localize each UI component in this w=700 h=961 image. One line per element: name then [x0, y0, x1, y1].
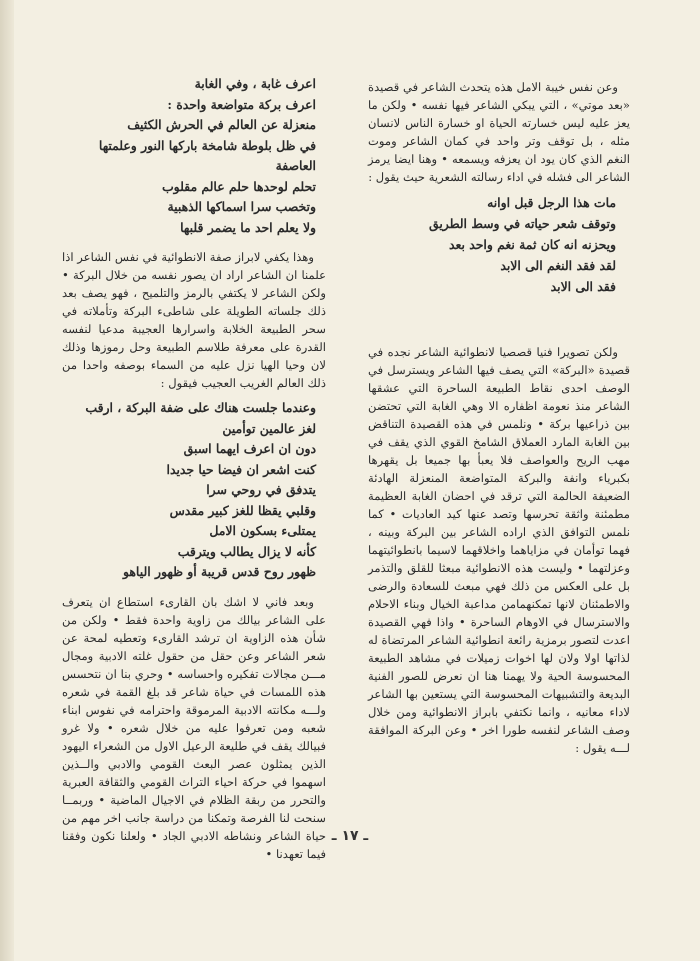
verse-line: اعرف غابة ، وفي الغابة	[194, 76, 316, 91]
verse-line: لغز عالمين توأمين	[222, 420, 316, 436]
verse-line: ولا يعلم احد ما يضمر قلبها	[180, 219, 316, 235]
left-column	[62, 74, 326, 869]
verse-line: يمتلىء بسكون الامل	[209, 523, 316, 538]
verse-line: وعندما جلست هناك على ضفة البركة ، ارقب	[85, 400, 316, 415]
verse-line: لقد فقد النغم الى الابد	[500, 258, 616, 273]
page-binding-edge	[0, 0, 14, 961]
verse-line: يتدفق في روحي سرا	[206, 482, 316, 497]
paragraph-pond: ولكن تصويرا فنيا قصصيا لانطوائية الشاعر نجده في قصيدة «البركة» التي يصف فيها الشاعر ويسترسل في الوصف احدى نقاط الطبيعة الساحرة التي عشقها الشاعر منذ نعومة اظفاره الا وهي الغابة التي تحتضن بين ذراعيها بركة • ونلمس في هذه القصيدة التناقض بين الغابة المارد العملاق الشامخ القوي الذي يقف في مهب الريح والعواصف فلا يعبأ بها جميعا بل يقهرها بكبرياء وانفة والبركة المتواضعة المنعزلة الهادئة الضعيفة الحالمة التي ترقد في احضان الغابة العظيمة مطمئنة واثقة تحرسها وتصد عنها كيد العاديات • كما نلمس التوافق الذي اراده الشاعر بين البركة وبينه ، فهما توأمان في مزاياهما واخلاقهما لاسيما بانطوائيتهما وعزلتهما • وليست هذه الانطوائية مبعثا للقلق والتذمر بل على العكس من ذلك فهي مبعث للسعادة والرضى والاطمئنان لانها تمكنهمامن مداعبة الخيال وبناء الاحلام والاسترسال في الاوهام الساحرة • واذا فهي القصيدة اعدت لتصور برمزية رائعة انطوائية الشاعر المرتضاة له لذاتها اولا ولان لها اخوات زميلات في مشاهد الطبيعة المحسوسة الحية ولا يهمنا هنا ان نعرض للصور الفنية البديعة والتشبيهات المحسوسة التي يستعين بها الشاعر لاداء معانيه ، وانما نكتفي بابراز الانطوائية ومن خلال وصف الشاعر لنفسه طورا اخر • وعن البركة الموافقة لـــه يقول :	[368, 345, 630, 755]
verse-line: وتوقف شعر حياته في وسط الطريق	[429, 216, 616, 231]
spacer	[368, 307, 630, 343]
verse-line: دون ان اعرف ايهما اسبق	[183, 441, 316, 456]
verse-line: كأنه لا يزال يطالب ويترقب	[177, 543, 316, 559]
verse-forest-pond	[62, 74, 326, 238]
verse-line: منعزلة عن العالم في الحرش الكثيف	[127, 117, 316, 132]
verse-line: مات هذا الرجل قبل اوانه	[487, 195, 616, 210]
verse-line: اعرف بركة متواضعة واحدة :	[167, 96, 316, 112]
paragraph-introversion: وهذا يكفي لابراز صفة الانطوائية في نفس الشاعر اذا علمنا ان الشاعر اراد ان يصور نفسه من خلال البركة • ولكن الشاعر لا يكتفي بالرمز والتلميح ، فهو يصف بعد ذلك جلساته الطويلة على شاطىء البركة وتأملاته في سحر الطبيعة الخلابة واسرارها العجيبة مدعيا لنفسه القدرة على معرفة طلاسم الطبيعة وحل رموزها وذلك لان وحيا الهيا نزل عليه من السماء بوصفه واحدا من ذلك العالم الغريب العجيب فيقول :	[62, 250, 326, 390]
right-column	[368, 78, 630, 763]
verse-pond-bank	[62, 398, 326, 583]
verse-line: وتخصب سرا اسماكها الذهبية	[167, 199, 316, 214]
paragraph-conclusion: وبعد فاني لا اشك بان القارىء استطاع ان يتعرف على الشاعر بيالك من زاوية واحدة فقط • ولكن من شأن هذه الزاوية ان ترشد القارىء وتعطيه لمحة عن شعر الشاعر وعن حقل من حقول غلته الادبية ومجال مـــن مجالات تفكيره واحساسه • وحري بنا ان نتحسس هذه اللمسات في حياة شاعر قد بلغ القمة في شعره ولـــه مكانته الادبية المرموقة واحترامه في نفوس ابناء شعبه ومن تعرفوا عليه من خلال شعره • ولا غرو فبيالك يقف في طليعة الرعيل الاول من الشعراء اليهود الذين يمثلون عصر البعث القومي والادبي والــذين اسهموا في حركة احياء التراث القومي والثقافة العبرية والتحرر من ربقة الظلام في الاجيال الماضية • وربمــا سنحت لنا الفرصة وتمكنا من دراسة جانب اخر مهم من حياة الشاعر ونشاطه الادبي الجاد • ولعلنا نكون وفقنا فيما تعهدنا •	[62, 594, 326, 861]
verse-line: كنت اشعر ان فيضا حيا جديدا	[166, 461, 316, 477]
verse-line: وقلبي يقظا للغز كبير مقدس	[169, 502, 316, 518]
verse-line: ويحزنه انه كان ثمة نغم واحد بعد	[449, 237, 616, 252]
page-number: ـ ١٧ ـ	[331, 828, 369, 844]
verse-line: فقد الى الابد	[550, 279, 616, 294]
verse-line: ظهور روح قدس قريبة أو ظهور الياهو	[123, 564, 316, 579]
verse-line: تحلم لوحدها حلم عالم مقلوب	[162, 178, 316, 194]
paragraph-intro: وعن نفس خيبة الامل هذه يتحدث الشاعر في قصيدة «بعد موتي» ، التي يبكي الشاعر فيها نفسه • ولكن ما يعز عليه ليس خسارته الحياة او خسارة الناس لانسان مثله ، بل توقف وتر واحد في كمان الشاعر وموت النغم الذي كان يود ان يعزفه ويسمعه • وهنا ايضا يرمز الشاعر الى فشله في اداء رسالته الشعرية حيث يقول :	[368, 80, 630, 184]
verse-after-my-death	[368, 192, 630, 297]
verse-line: في ظل بلوطة شامخة باركها النور وعلمتها العاصفة	[98, 137, 316, 173]
